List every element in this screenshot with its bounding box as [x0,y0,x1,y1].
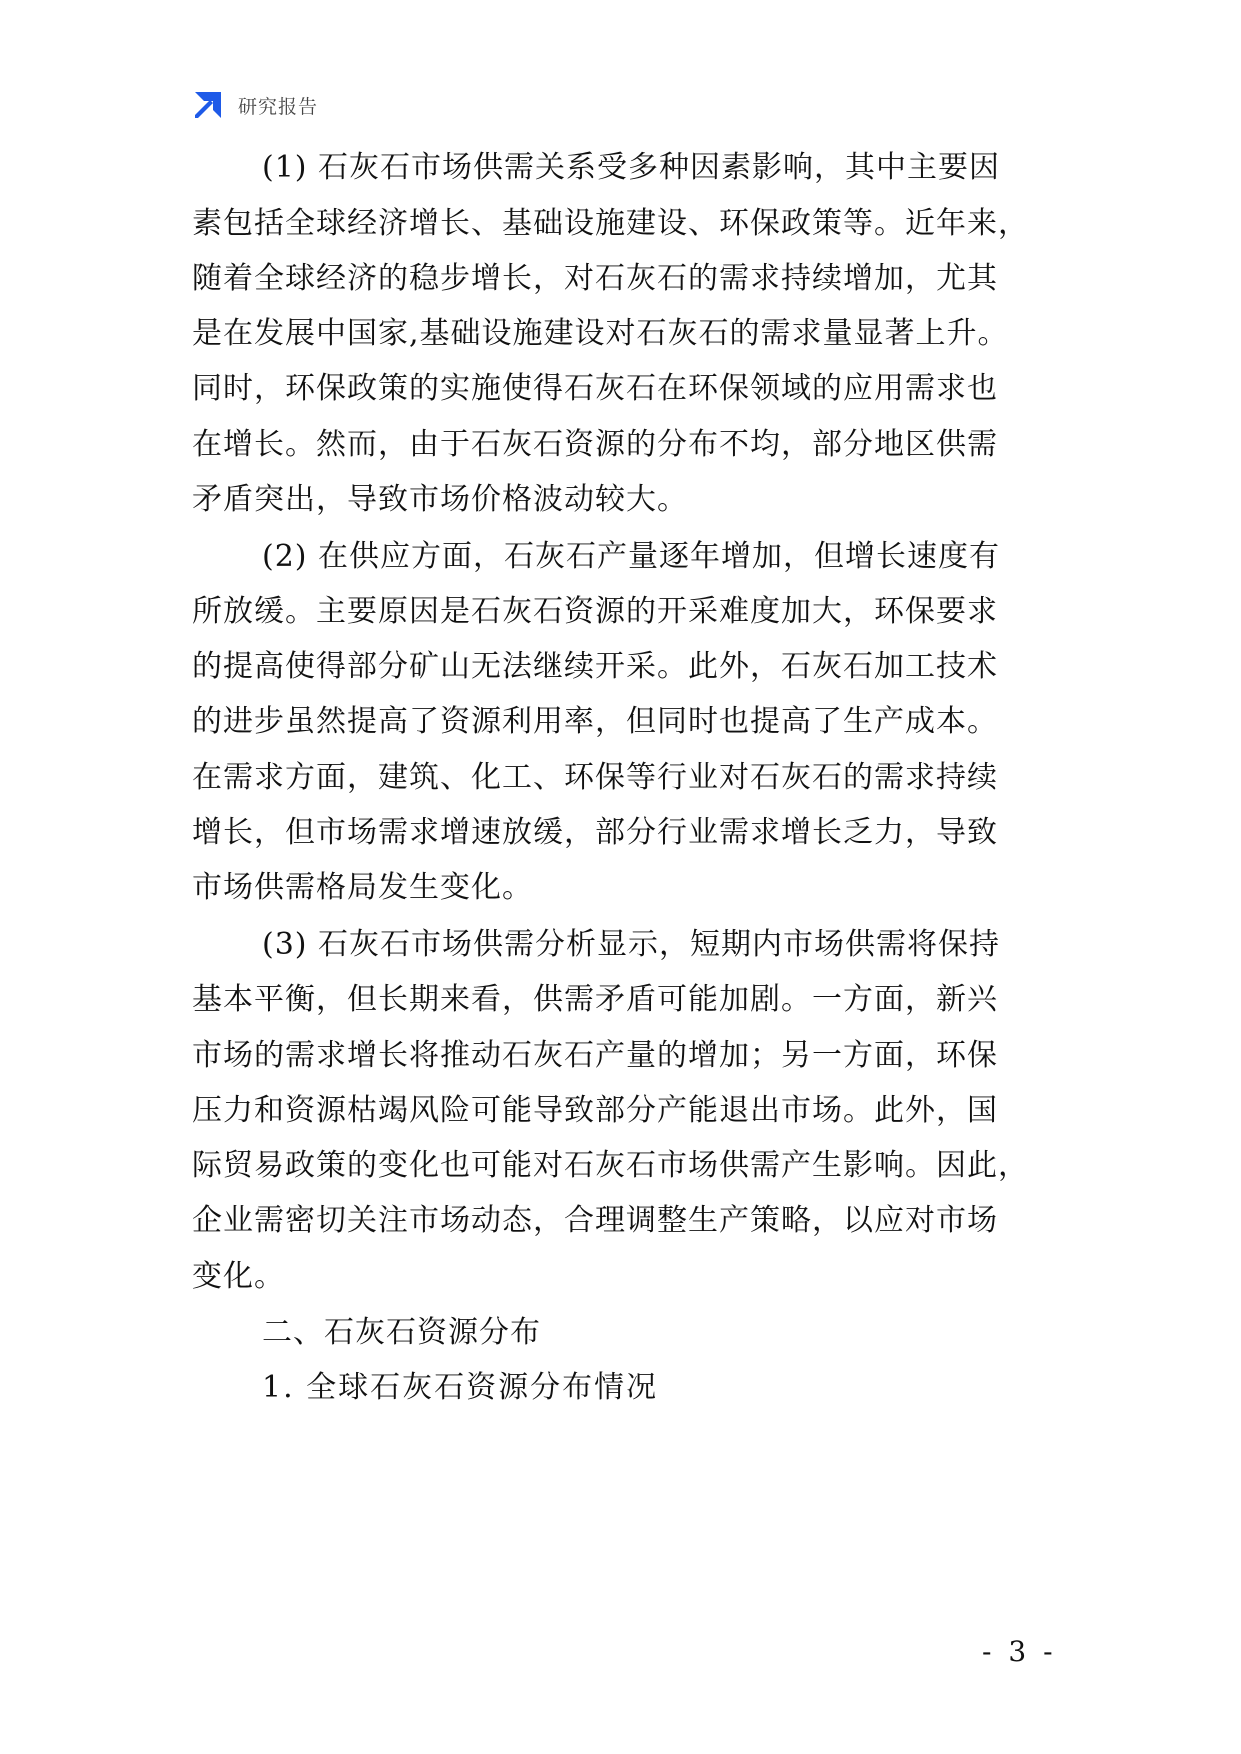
paragraph-line: 在需求方面，建筑、化工、环保等行业对石灰石的需求持续 [192,760,998,795]
subsection-heading: 1. 全球石灰石资源分布情况 [262,1370,659,1405]
paragraph-line: 矛盾突出，导致市场价格波动较大。 [192,482,688,517]
paragraph-line: 压力和资源枯竭风险可能导致部分产能退出市场。此外，国 [192,1093,998,1128]
paragraph-line: 变化。 [192,1259,285,1294]
paragraph-line: 市场的需求增长将推动石灰石产量的增加；另一方面，环保 [192,1038,998,1073]
arrow-up-right-icon [192,89,224,121]
page-number: - 3 - [982,1635,1057,1668]
section-heading: 二、石灰石资源分布 [262,1315,541,1350]
paragraph-line: 基本平衡，但长期来看，供需矛盾可能加剧。一方面，新兴 [192,982,998,1017]
paragraph-line: (1) 石灰石市场供需关系受多种因素影响，其中主要因 [262,150,1001,185]
paragraph-line: 所放缓。主要原因是石灰石资源的开采难度加大，环保要求 [192,594,998,629]
paragraph-line: 际贸易政策的变化也可能对石灰石市场供需产生影响。因此， [192,1148,1029,1183]
paragraph-line: 增长，但市场需求增速放缓，部分行业需求增长乏力，导致 [192,815,998,850]
paragraph-line: (2) 在供应方面，石灰石产量逐年增加，但增长速度有 [262,539,1001,574]
paragraph-line: 的提高使得部分矿山无法继续开采。此外，石灰石加工技术 [192,649,998,684]
paragraph-line: 在增长。然而，由于石灰石资源的分布不均，部分地区供需 [192,427,998,462]
paragraph-line: 随着全球经济的稳步增长，对石灰石的需求持续增加，尤其 [192,261,998,296]
paragraph-line: 是在发展中国家,基础设施建设对石灰石的需求量显著上升。 [192,316,1009,351]
paragraph-line: 市场供需格局发生变化。 [192,870,533,905]
paragraph-line: (3) 石灰石市场供需分析显示，短期内市场供需将保持 [262,927,1001,962]
paragraph-line: 素包括全球经济增长、基础设施建设、环保政策等。近年来， [192,206,1029,241]
header-title: 研究报告 [238,95,319,118]
paragraph-line: 的进步虽然提高了资源利用率，但同时也提高了生产成本。 [192,704,998,739]
paragraph-line: 企业需密切关注市场动态，合理调整生产策略，以应对市场 [192,1203,998,1238]
paragraph-line: 同时，环保政策的实施使得石灰石在环保领域的应用需求也 [192,371,998,406]
page-header [192,88,318,122]
